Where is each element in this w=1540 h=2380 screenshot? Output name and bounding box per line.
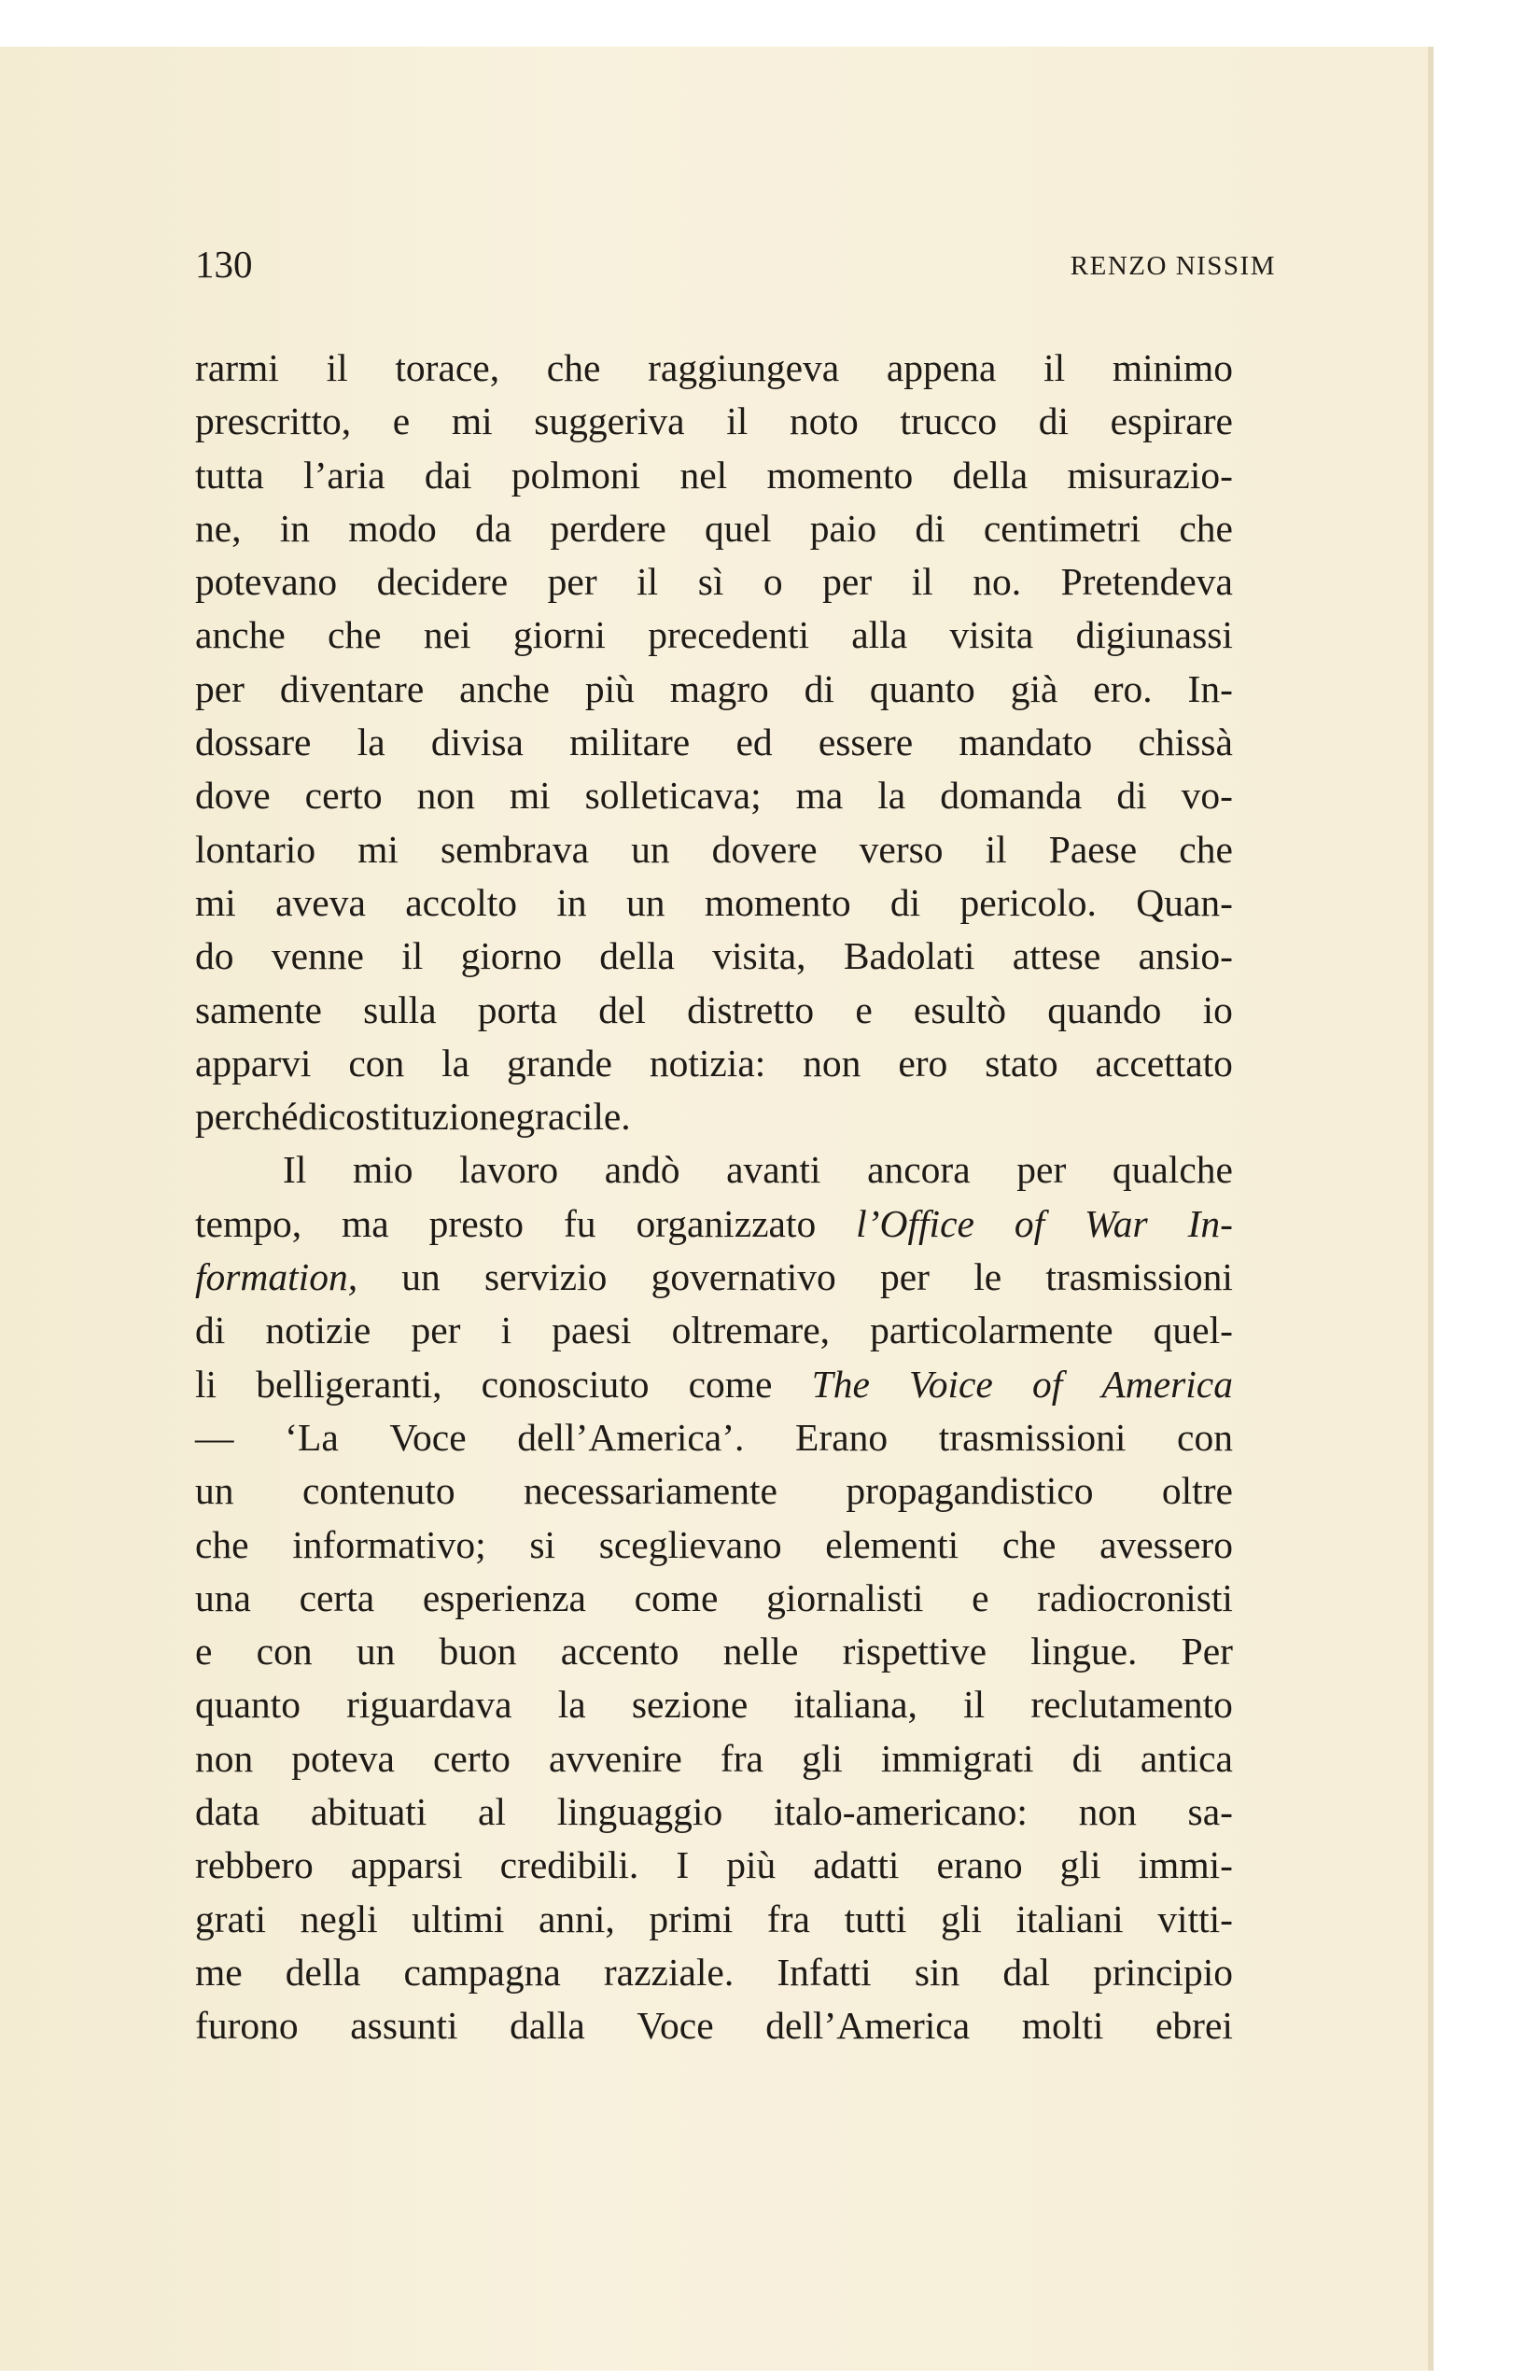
text-line: Il mio lavoro andò avanti ancora per qualche [283,1148,1233,1192]
paragraph [195,1143,1233,2052]
body-text [195,342,1233,2053]
text-line: data abituati al linguaggio italo-americano: non sa- [195,1790,1233,1834]
paragraph [195,342,1233,1143]
text-line: tutta l’aria dai polmoni nel momento della misurazio- [195,453,1233,497]
text-line: formation, un servizio governativo per le trasmissioni [195,1255,1233,1299]
text-line: li belligeranti, conosciuto come The Voice of America [195,1362,1233,1406]
text-line: rarmi il torace, che raggiungeva appena il minimo [195,346,1233,389]
text-line: che informativo; si sceglievano elementi che avessero [195,1522,1233,1566]
text-line: non poteva certo avvenire fra gli immigrati di antica [195,1736,1233,1780]
text-line: dove certo non mi solleticava; ma la domanda di vo- [195,774,1233,818]
page-edge [1428,47,1434,2371]
text-line: quanto riguardava la sezione italiana, il reclutamento [195,1683,1233,1727]
text-line: samente sulla porta del distretto e esultò quando io [195,987,1233,1031]
text-line: anche che nei giorni precedenti alla visita digiunassi [195,613,1233,657]
text-line: lontario mi sembrava un dovere verso il Paese che [195,827,1233,871]
text-line: grati negli ultimi anni, primi fra tutti gli italiani vitti- [195,1897,1233,1940]
text-line: mi aveva accolto in un momento di pericolo. Quan- [195,880,1233,924]
text-line: — ‘La Voce dell’America’. Erano trasmissioni con [195,1415,1233,1459]
text-line: apparvi con la grande notizia: non ero stato accettato [195,1041,1233,1085]
text-line: e con un buon accento nelle rispettive lingue. Per [195,1630,1233,1673]
running-title: RENZO NISSIM [1070,251,1276,281]
text-line: do venne il giorno della visita, Badolati attese ansio- [195,934,1233,978]
text-line: furono assunti dalla Voce dell’America molti ebrei [195,2004,1233,2048]
text-line: potevano decidere per il sì o per il no. Pretendeva [195,560,1233,604]
text-line: perché di costituzione gracile. [195,1095,631,1139]
text-line: prescritto, e mi suggeriva il noto trucco di espirare [195,399,1233,443]
text-line: ne, in modo da perdere quel paio di centimetri che [195,506,1233,550]
text-line: me della campagna razziale. Infatti sin dal principio [195,1950,1233,1994]
text-line: una certa esperienza come giornalisti e radiocronisti [195,1575,1233,1619]
text-line: dossare la divisa militare ed essere mandato chissà [195,721,1233,764]
text-line: un contenuto necessariamente propagandistico oltre [195,1469,1233,1513]
page-number: 130 [195,243,253,286]
text-line: tempo, ma presto fu organizzato l’Office of War In- [195,1201,1233,1245]
text-line: per diventare anche più magro di quanto già ero. In- [195,666,1233,710]
text-line: rebbero apparsi credibili. I più adatti erano gli immi- [195,1843,1233,1887]
text-line: di notizie per i paesi oltremare, particolarmente quel- [195,1309,1233,1352]
